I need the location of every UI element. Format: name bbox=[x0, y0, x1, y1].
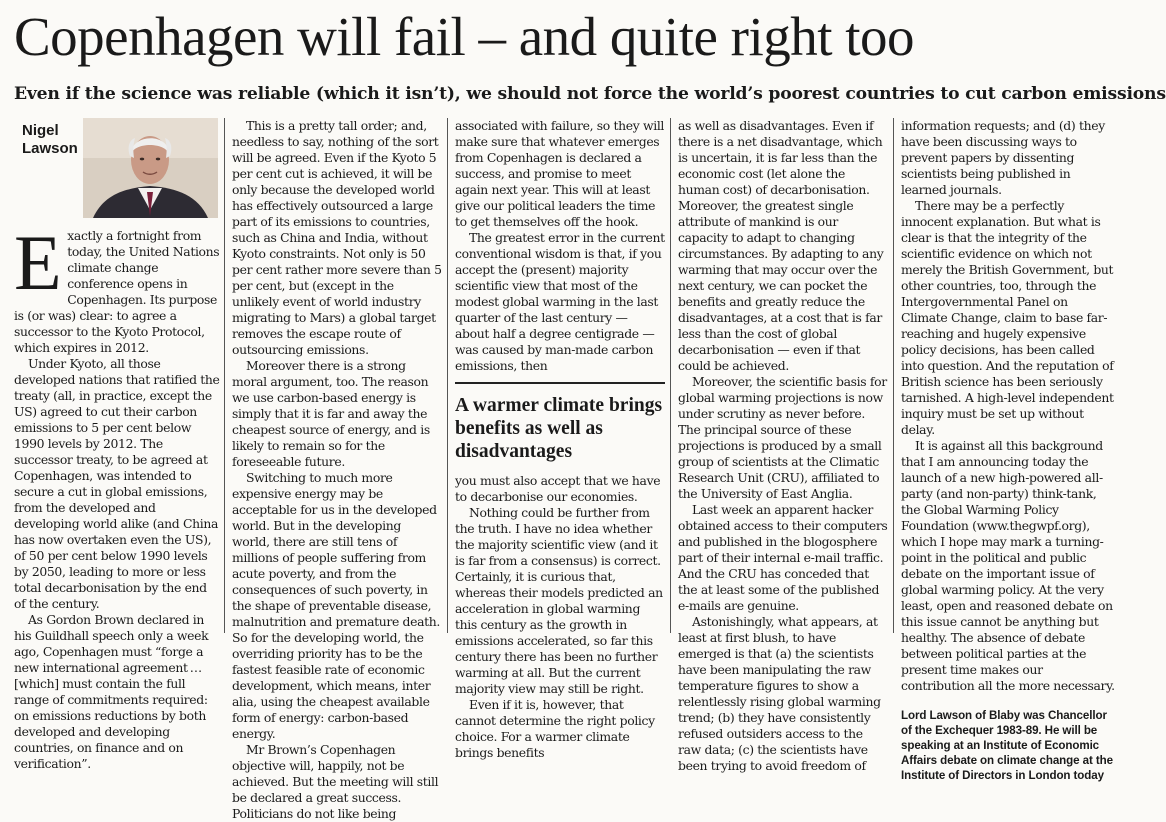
paragraph: Moreover, the scientific basis for global warming projections is now under scrutiny as never before. The principal source of these projections is produced by a small group of scientists at the Climatic Research Unit (CRU), affiliated to the University of East Anglia. bbox=[678, 374, 887, 501]
author-photo bbox=[83, 118, 218, 218]
paragraph: Under Kyoto, all those developed nations that ratified the treaty (all, in practice, except the US) agreed to cut their carbon emissions to 5 per cent below 1990 levels by 2012. The successor treaty, to be agreed at Copenhagen, was intended to secure a cut in global emissions, from the developed and developing world alike (and China has now overtaken even the US), of 50 per cent below 1990 levels by 2050, leading to more or less total decarbonisation by the end of the century. bbox=[14, 356, 220, 611]
paragraph: associated with failure, so they will make sure that whatever emerges from Copenhagen is declared a success, and promise to meet again next year. This will at least give our political leaders the time to get themselves off the hook. bbox=[455, 118, 665, 229]
author-bio: Lord Lawson of Blaby was Chancellor of the Exchequer 1983-89. He will be speaking at an Institute of Economic Affairs debate on climate change at the Institute of Directors in London today bbox=[901, 709, 1113, 782]
paragraph: information requests; and (d) they have been discussing ways to prevent papers by dissenting scientists being published in learned journals. bbox=[901, 118, 1105, 197]
paragraph: Astonishingly, what appears, at least at first blush, to have emerged is that (a) the scientists have been manipulating the raw temperature figures to show a relentlessly rising global warming trend; (b) they have consistently refused outsiders access to the raw data; (c) the scientists have been trying to avoid freedom of bbox=[678, 614, 881, 773]
crosshead: A warmer climate brings benefits as well as disadvantages bbox=[455, 382, 665, 463]
paragraph: This is a pretty tall order; and, needless to say, nothing of the sort will be agreed. Even if the Kyoto 5 per cent cut is achieved, it will be only because the developed world has effectively outsourced a large part of its emissions to countries, such as China and India, without Kyoto constraints. Not only is 50 per cent rather more severe than 5 per cent, but (except in the unlikely event of world industry migrating to Mars) a global target removes the escape route of outsourcing emissions. bbox=[232, 118, 442, 357]
paragraph: The greatest error in the current conventional wisdom is that, if you accept the (present) majority scientific view that most of the modest global warming in the last quarter of the last century — about half a degree centigrade — was caused by man-made carbon emissions, then bbox=[455, 230, 665, 373]
column-rule bbox=[447, 118, 448, 633]
paragraph: Exactly a fortnight from today, the United Nations climate change conference opens in Copenhagen. Its purpose is (or was) clear: to agree a successor to the Kyoto Protocol, which expires in 2012. bbox=[14, 219, 220, 355]
drop-cap: E bbox=[14, 219, 62, 306]
standfirst: Even if the science was reliable (which it isn’t), we should not force the world’s poorest countries to cut carbon emissions bbox=[14, 84, 1166, 104]
paragraph: Switching to much more expensive energy may be acceptable for us in the developed world. But in the developing world, there are still tens of millions of people suffering from acute poverty, and from the consequences of such poverty, in the shape of preventable disease, malnutrition and premature death. So for the developing world, the overriding priority has to be the fastest feasible rate of economic development, which means, inter alia, using the cheapest available form of energy: carbon-based energy. bbox=[232, 470, 440, 741]
paragraph: Moreover there is a strong moral argument, too. The reason we use carbon-based energy is simply that it is far and away the cheapest source of energy, and is likely to remain so for the foreseeable future. bbox=[232, 358, 430, 469]
column-4 bbox=[678, 118, 888, 773]
column-3 bbox=[455, 118, 665, 760]
author-name: Nigel Lawson bbox=[22, 122, 78, 157]
paragraph: you must also accept that we have to decarbonise our economies. bbox=[455, 473, 661, 504]
headline: Copenhagen will fail – and quite right too bbox=[14, 6, 915, 67]
column-1 bbox=[14, 219, 220, 771]
paragraph: Mr Brown’s Copenhagen objective will, happily, not be achieved. But the meeting will still be declared a great success. Politicians do not like being bbox=[232, 742, 439, 821]
paragraph: There may be a perfectly innocent explanation. But what is clear is that the integrity of the scientific evidence on which not merely the British Government, but other countries, too, through the Intergovernmental Panel on Climate Change, claim to base far-reaching and hugely expensive policy decisions, has been called into question. And the reputation of British science has been seriously tarnished. A high-level independent inquiry must be set up without delay. bbox=[901, 198, 1114, 437]
column-rule bbox=[893, 118, 894, 633]
column-2 bbox=[232, 118, 442, 821]
column-rule bbox=[224, 118, 225, 633]
column-rule bbox=[670, 118, 671, 633]
column-5 bbox=[901, 118, 1115, 782]
paragraph: It is against all this background that I am announcing today the launch of a new high-powered all-party (and non-party) think-tank, the Global Warming Policy Foundation (www.thegwpf.org), which I hope may mark a turning-point in the political and public debate on the important issue of global warming policy. At the very least, open and reasoned debate on this issue cannot be anything but healthy. The absence of debate between political parties at the present time makes our contribution all the more necessary. bbox=[901, 438, 1115, 693]
paragraph: as well as disadvantages. Even if there is a net disadvantage, which is uncertain, it is far less than the economic cost (let alone the human cost) of decarbonisation. Moreover, the greatest single attribute of mankind is our capacity to adapt to changing circumstances. By adapting to any warming that may occur over the next century, we can pocket the benefits and greatly reduce the disadvantages, at a cost that is far less than the cost of global decarbonisation — even if that could be achieved. bbox=[678, 118, 884, 373]
paragraph: Even if it is, however, that cannot determine the right policy choice. For a warmer climate brings benefits bbox=[455, 697, 655, 760]
paragraph: Nothing could be further from the truth. I have no idea whether the majority scientific view (and it is far from a consensus) is correct. Certainly, it is curious that, whereas their models predicted an acceleration in global warming this century as the growth in emissions accelerated, so far this century there has been no further warming at all. But the current majority view may still be right. bbox=[455, 505, 663, 696]
paragraph: As Gordon Brown declared in his Guildhall speech only a week ago, Copenhagen must “forge a new international agreement … [which] must contain the full range of commitments required: on emissions reductions by both developed and developing countries, on finance and on verification”. bbox=[14, 612, 209, 771]
paragraph: Last week an apparent hacker obtained access to their computers and published in the blogosphere part of their internal e-mail traffic. And the CRU has conceded that the at least some of the published e-mails are genuine. bbox=[678, 502, 888, 613]
